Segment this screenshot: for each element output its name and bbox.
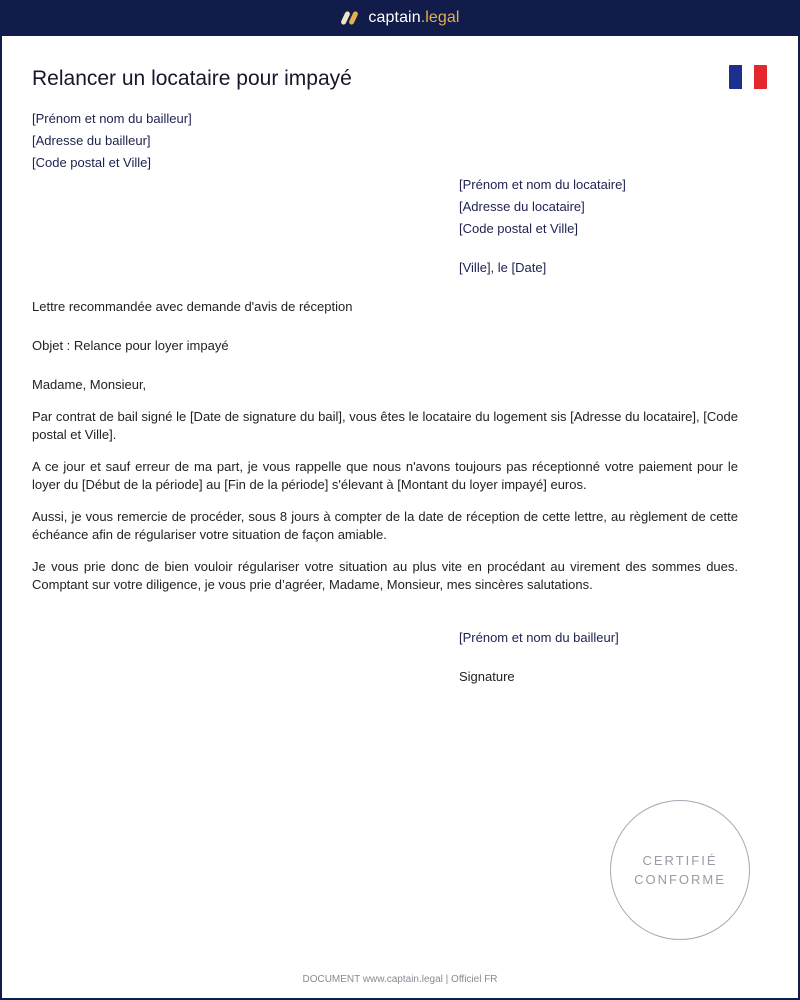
- sender-address: [Adresse du bailleur]: [32, 133, 151, 148]
- page-footer: DOCUMENT www.captain.legal | Officiel FR: [302, 974, 498, 985]
- page-title: Relancer un locataire pour impayé: [32, 67, 352, 90]
- brand-tld: .legal: [420, 9, 460, 26]
- place-date: [Ville], le [Date]: [459, 260, 547, 275]
- sender-name: [Prénom et nom du bailleur]: [32, 111, 192, 126]
- captain-legal-logo-icon: [340, 10, 360, 26]
- brand-name: captain: [368, 9, 421, 26]
- salutation: Madame, Monsieur,: [32, 377, 147, 392]
- registered-mail-mention: Lettre recommandée avec demande d'avis de réception: [32, 299, 353, 314]
- signature-label: Signature: [459, 669, 515, 684]
- body-paragraph-unpaid: A ce jour et sauf erreur de ma part, je vous rappelle que nous n'avons toujours pas réceptionné votre paiement pour le loyer du [Début de la période] au [Fin de la période] s'élevant à [Montant du loyer impayé] euros.: [32, 459, 738, 492]
- france-flag-icon[interactable]: [729, 65, 767, 89]
- sender-city: [Code postal et Ville]: [32, 155, 151, 170]
- body-paragraph-contract: Par contrat de bail signé le [Date de signature du bail], vous êtes le locataire du logement sis [Adresse du locataire], [Code postal et Ville].: [32, 409, 738, 442]
- body-paragraph-closing: Je vous prie donc de bien vouloir régulariser votre situation au plus vite en procédant au virement des sommes dues. Comptant sur votre diligence, je vous prie d’agréer, Madame, Monsieur, mes sincères salutations.: [32, 559, 738, 592]
- top-bar: [0, 0, 800, 36]
- body-paragraph-deadline: Aussi, je vous remercie de procéder, sous 8 jours à compter de la date de réception de cette lettre, au règlement de cette échéance afin de régulariser votre situation de façon amiable.: [32, 509, 738, 542]
- recipient-name: [Prénom et nom du locataire]: [459, 177, 626, 192]
- signatory-name: [Prénom et nom du bailleur]: [459, 630, 619, 645]
- stamp-line-2: CONFORME: [634, 872, 726, 887]
- stamp-line-1: CERTIFIÉ: [642, 853, 718, 868]
- certified-stamp: [610, 800, 750, 940]
- letter-subject: Objet : Relance pour loyer impayé: [32, 338, 229, 353]
- brand-logo[interactable]: [368, 9, 459, 27]
- recipient-city: [Code postal et Ville]: [459, 221, 578, 236]
- recipient-address: [Adresse du locataire]: [459, 199, 585, 214]
